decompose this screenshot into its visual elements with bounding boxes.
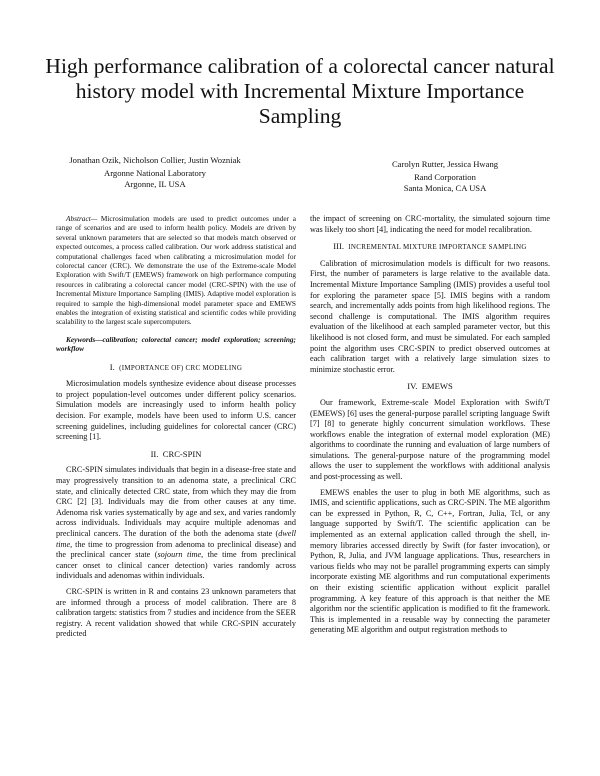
section-heading-4: IV. EMEWS [407,381,453,392]
affiliation-rand [330,159,560,194]
abstract [56,214,296,327]
section-heading-3: III. INCREMENTAL MIXTURE IMPORTANCE SAMPLING [333,241,527,252]
paragraph: Microsimulation models synthesize evidence about disease processes to project population-level outcomes under different policy scenarios. Simulation models are increasingly used to inform health policy decision. For example, models have been used to inform U.S. cancer screening guidelines, including guidelines for colorectal cancer (CRC) screening [1]. [56,379,296,442]
organization: Rand Corporation [414,172,476,182]
paragraph: the impact of screening on CRC-mortality, the simulated sojourn time was likely too short [4], indicating the need for model recalibration. [310,214,550,234]
author-names: Jonathan Ozik, Nicholson Collier, Justin Wozniak [69,155,241,165]
location: Argonne, IL USA [124,179,186,189]
abstract-label: Abstract— [66,214,98,223]
keywords: Keywords—calibration; colorectal cancer; model exploration; screening; workflow [56,334,296,354]
paper-title: High performance calibration of a colorectal cancer natural history model with Incremental Mixture Importance Sampling [45,54,555,128]
paragraph: CRC-SPIN simulates individuals that begin in a disease-free state and may progressively transition to an adenoma state, a preclinical CRC state, and clinically detected CRC state, from which they may die from CRC [2] [3]. Individuals may die from other causes at any time. Adenoma risk varies systematically by age and sex, and varies randomly across individuals. Individuals may acquire multiple adenomas and preclinical cancers. The duration of the both the adenoma state (dwell time, the time to progression from adenoma to preclinical disease) and the preclinical cancer state (sojourn time, the time from preclinical cancer onset to clinical cancer detection) varies randomly across individuals and adenomas within individuals. [56,465,297,581]
author-names: Carolyn Rutter, Jessica Hwang [391,159,499,169]
affiliation-argonne [40,155,270,190]
paragraph: CRC-SPIN is written in R and contains 23 unknown parameters that are informed through a process of model calibration. There are 8 calibration targets: statistics from 7 studies and incidence from the SEER registry. A recent validation showed that while CRC-SPIN accurately predicted [56,586,296,639]
section-heading-2: II. CRC-SPIN [150,448,202,459]
abstract-text: Microsimulation models are used to predict outcomes under a range of scenarios and are used to inform health policy. Models are driven by several unknown parameters that are selected so that models match observed or expected outcomes, a process called calibration. Our work address statistical and computational challenges faced when calibrating a microsimulation model for colorectal cancer (CRC). We demonstrate the use of the Extreme-scale Model Exploration with Swift/T (EMEWS) framework on high performance computing resources in calibrating a colorectal cancer model (CRC-SPIN) with the use of Incremental Mixture Importance Sampling (IMIS). Adaptive model exploration is required to sample the high-dimensional model parameter space and EMEWS enables the integration of existing statistical and scientific codes while providing scalability to the largest scale supercomputers. [56,214,296,327]
section-heading-1: I. (IMPORTANCE OF) CRC MODELING [109,361,243,372]
paragraph: Calibration of microsimulation models is difficult for two reasons. First, the number of parameters is large relative to the available data. Incremental Mixture Importance Sampling (IMIS) provides a useful tool for exploring the parameter space [5]. IMIS begins with a random search, and incrementally adds points from high likelihood regions. The second challenge is computational. The IMIS algorithm requires evaluation of the likelihood at each sampled parameter vector, but this likelihood is not closed form, and must be simulated. For each sampled point the algorithm uses CRC-SPIN to predict observed outcomes at each calibration target with a relatively large simulation sizes to minimize stochastic error. [310,258,550,374]
right-column [310,214,550,641]
paragraph: EMEWS enables the user to plug in both ME algorithms, such as IMIS, and scientific applications, such as CRC-SPIN. The ME algorithm can be expressed in Python, R, C, C++, Fortran, Julia, Tcl, or any language supported by Swift/T. The scientific application can be implemented as an external application called through the shell, in-memory libraries accessed directly by Swift (for faster invocation), or Python, R, Julia, and JVM language applications. Thus, researchers in various fields who may not be parallel programming experts can simply incorporate existing ME algorithms and run computational experiments on their existing scientific application without explicit parallel programming. A key feature of this approach is that neither the ME algorithm nor the scientific application is modified to fit the framework. This is implemented in a reusable way by connecting the parameter generating ME algorithm and output registration methods to [310,487,550,635]
left-column [56,214,296,645]
location: Santa Monica, CA USA [403,183,487,193]
paragraph: Our framework, Extreme-scale Model Exploration with Swift/T (EMEWS) [6] uses the general-purpose parallel scripting language Swift [7] [8] to generate highly concurrent simulation workflows. These workflows enable the integration of external model exploration (ME) algorithms to coordinate the running and evaluation of large numbers of simulations. The general-purpose nature of the programming model allows the user to supplement the workflows with additional analysis and post-processing as well. [310,397,550,482]
organization: Argonne National Laboratory [104,168,206,178]
